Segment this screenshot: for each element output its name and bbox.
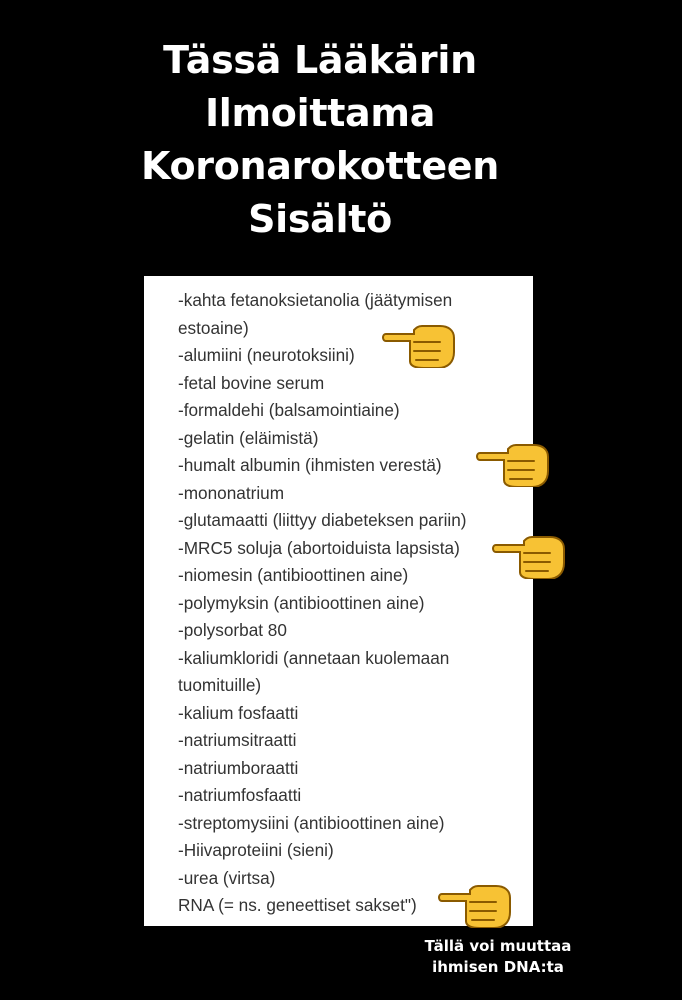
- list-item: -kalium fosfaatti: [178, 702, 299, 723]
- list-item: -natriumfosfaatti: [178, 785, 302, 805]
- pointing-left-hand-icon: [474, 437, 550, 487]
- caption: [418, 936, 578, 978]
- caption-line-1: Tällä voi muuttaa: [424, 937, 572, 955]
- list-item: -gelatin (eläimistä): [178, 427, 319, 448]
- list-item: -formaldehi (balsamointiaine): [178, 400, 400, 420]
- title-line-3: Koronarokotteen: [140, 144, 500, 188]
- page-title: [0, 34, 640, 246]
- title-line-2: Ilmoittama: [204, 91, 436, 135]
- list-item: -streptomysiini (antibioottinen aine): [178, 812, 445, 833]
- list-item: -niomesin (antibioottinen aine): [178, 565, 409, 585]
- title-line-4: Sisältö: [248, 197, 392, 241]
- list-item: -urea (virtsa): [178, 867, 276, 888]
- pointing-left-hand-icon: [436, 878, 512, 928]
- list-item: -fetal bovine serum: [178, 372, 325, 393]
- list-item: -humalt albumin (ihmisten verestä): [178, 455, 442, 475]
- pointing-left-hand-icon: [490, 529, 566, 579]
- list-item: -Hiivaproteiini (sieni): [178, 840, 334, 860]
- caption-line-2: ihmisen DNA:ta: [432, 958, 564, 976]
- list-item: -alumiini (neurotoksiini): [178, 345, 355, 365]
- list-item: -polysorbat 80: [178, 620, 287, 640]
- list-item: RNA (= ns. geneettiset sakset"): [178, 895, 417, 915]
- list-item: -natriumsitraatti: [178, 730, 297, 750]
- list-item: -kahta fetanoksietanolia (jäätymisen estoaine): [178, 290, 453, 338]
- list-item: -polymyksin (antibioottinen aine): [178, 592, 425, 613]
- ingredient-list: [178, 287, 528, 920]
- list-item: -natriumboraatti: [178, 757, 299, 778]
- title-line-1: Tässä Lääkärin: [163, 38, 477, 82]
- list-item: -kaliumkloridi (annetaan kuolemaan tuomituille): [178, 647, 450, 695]
- pointing-left-hand-icon: [380, 318, 456, 368]
- list-item: -MRC5 soluja (abortoiduista lapsista): [178, 537, 460, 558]
- list-item: -glutamaatti (liittyy diabeteksen pariin): [178, 510, 467, 530]
- list-item: -mononatrium: [178, 482, 285, 503]
